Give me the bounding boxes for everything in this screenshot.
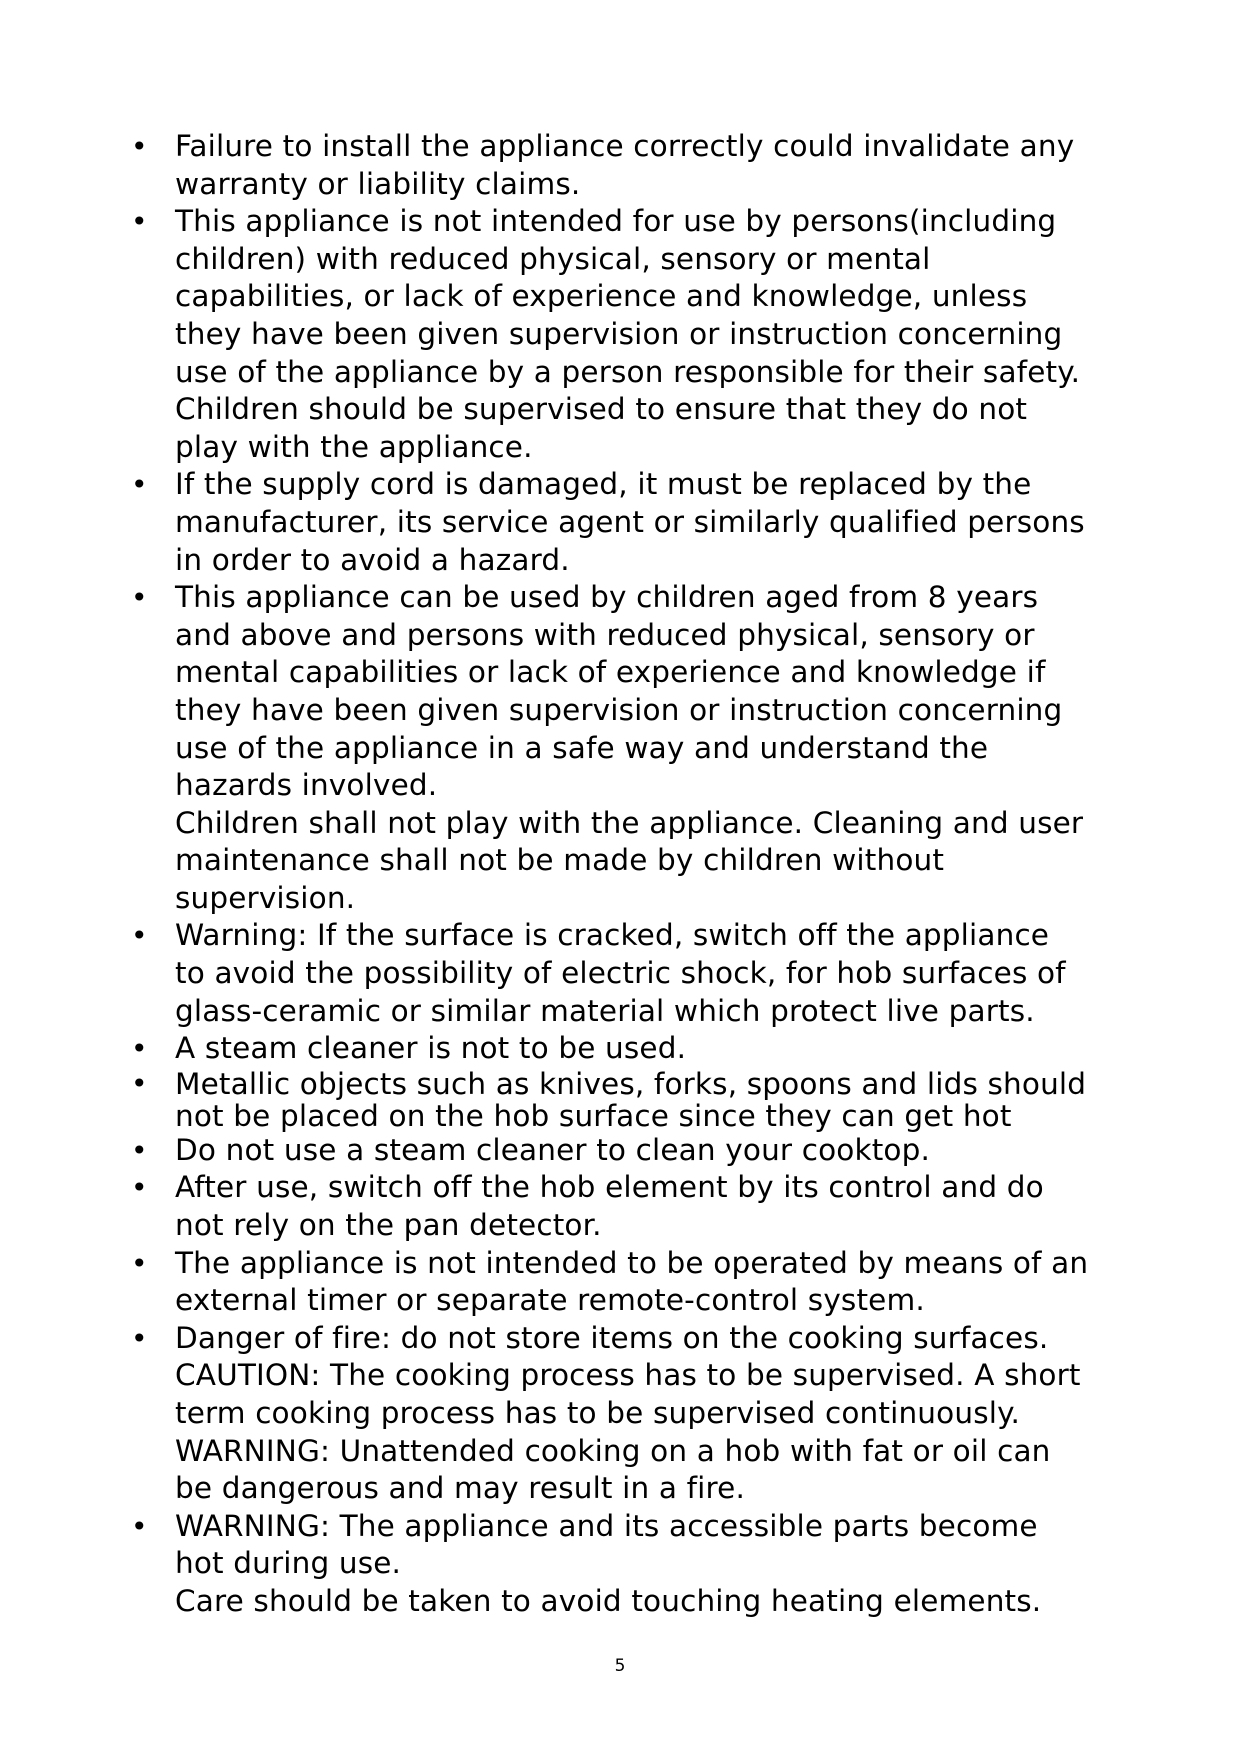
item-line: Failure to install the appliance correctly could invalidate any [175,129,1075,163]
item-line: children) with reduced physical, sensory or mental [175,241,931,276]
item-line: This appliance can be used by children aged from 8 years [175,580,1039,615]
list-item [123,1132,1123,1170]
item-line: A steam cleaner is not to be used. [175,1031,687,1066]
item-line: maintenance shall not be made by children without [175,843,945,878]
list-item [123,1320,1123,1508]
item-line: mental capabilities or lack of experience and knowledge if [175,655,1046,690]
list-item [123,917,1123,1030]
list-item [123,579,1123,917]
list-item [123,128,1123,203]
list-item [123,1030,1123,1068]
item-line: supervision. [175,880,356,915]
item-line: This appliance is not intended for use by persons(including [175,204,1057,239]
bullet-icon: • [131,1509,148,1543]
item-line: Metallic objects such as knives, forks, spoons and lids should [175,1066,1087,1101]
item-line: not rely on the pan detector. [175,1208,602,1243]
item-line: manufacturer, its service agent or similarly qualified persons [175,504,1085,539]
item-line: to avoid the possibility of electric shock, for hob surfaces of [175,956,1066,991]
item-line: Danger of fire: do not store items on the cooking surfaces. [175,1320,1049,1355]
item-line: external timer or separate remote-control system. [175,1283,925,1318]
bullet-icon: • [131,581,148,615]
item-line: and above and persons with reduced physical, sensory or [175,617,1035,652]
bullet-icon: • [131,1321,148,1355]
item-line: Children shall not play with the appliance. Cleaning and user [175,805,1084,840]
item-line: be dangerous and may result in a fire. [175,1471,745,1506]
item-line: WARNING: The appliance and its accessible parts become [175,1508,1038,1543]
item-line: hot during use. [175,1546,402,1581]
list-item [123,1068,1123,1132]
list-item [123,466,1123,579]
bullet-icon: • [131,919,148,953]
bullet-icon: • [131,1066,148,1100]
bullet-icon: • [131,205,148,239]
item-line: use of the appliance in a safe way and understand the [175,730,989,765]
item-line: play with the appliance. [175,429,533,464]
list-item [123,1169,1123,1244]
bullet-icon: • [131,1171,148,1205]
item-line: use of the appliance by a person responsible for their safety. [175,354,1081,389]
safety-instructions-list [123,128,1123,1621]
item-line: Do not use a steam cleaner to clean your cooktop. [175,1132,931,1167]
bullet-icon: • [131,1133,148,1167]
item-line: Children should be supervised to ensure that they do not [175,392,1028,427]
page-number: 5 [614,1656,626,1676]
item-line: After use, switch off the hob element by its control and do [175,1170,1044,1205]
item-line: in order to avoid a hazard. [175,542,570,577]
bullet-icon: • [131,1246,148,1280]
list-item [123,1508,1123,1621]
item-line: The appliance is not intended to be operated by means of an [175,1245,1089,1280]
item-line: not be placed on the hob surface since they can get hot [175,1098,1012,1133]
item-line: WARNING: Unattended cooking on a hob with fat or oil can [175,1433,1051,1468]
item-line: warranty or liability claims. [175,166,581,201]
bullet-icon: • [131,130,148,163]
item-line: they have been given supervision or instruction concerning [175,692,1063,727]
list-item [123,203,1123,466]
item-line: glass-ceramic or similar material which protect live parts. [175,993,1035,1028]
item-line: capabilities, or lack of experience and knowledge, unless [175,279,1028,314]
item-line: hazards involved. [175,768,438,803]
list-item [123,1245,1123,1320]
item-line: they have been given supervision or instruction concerning [175,316,1063,351]
item-line: Warning: If the surface is cracked, switch off the appliance [175,918,1050,953]
item-line: CAUTION: The cooking process has to be supervised. A short [175,1358,1081,1393]
bullet-icon: • [131,468,148,502]
bullet-icon: • [131,1032,148,1066]
item-line: Care should be taken to avoid touching heating elements. [175,1583,1042,1618]
item-line: If the supply cord is damaged, it must be replaced by the [175,467,1032,502]
item-line: term cooking process has to be supervised continuously. [175,1396,1020,1430]
